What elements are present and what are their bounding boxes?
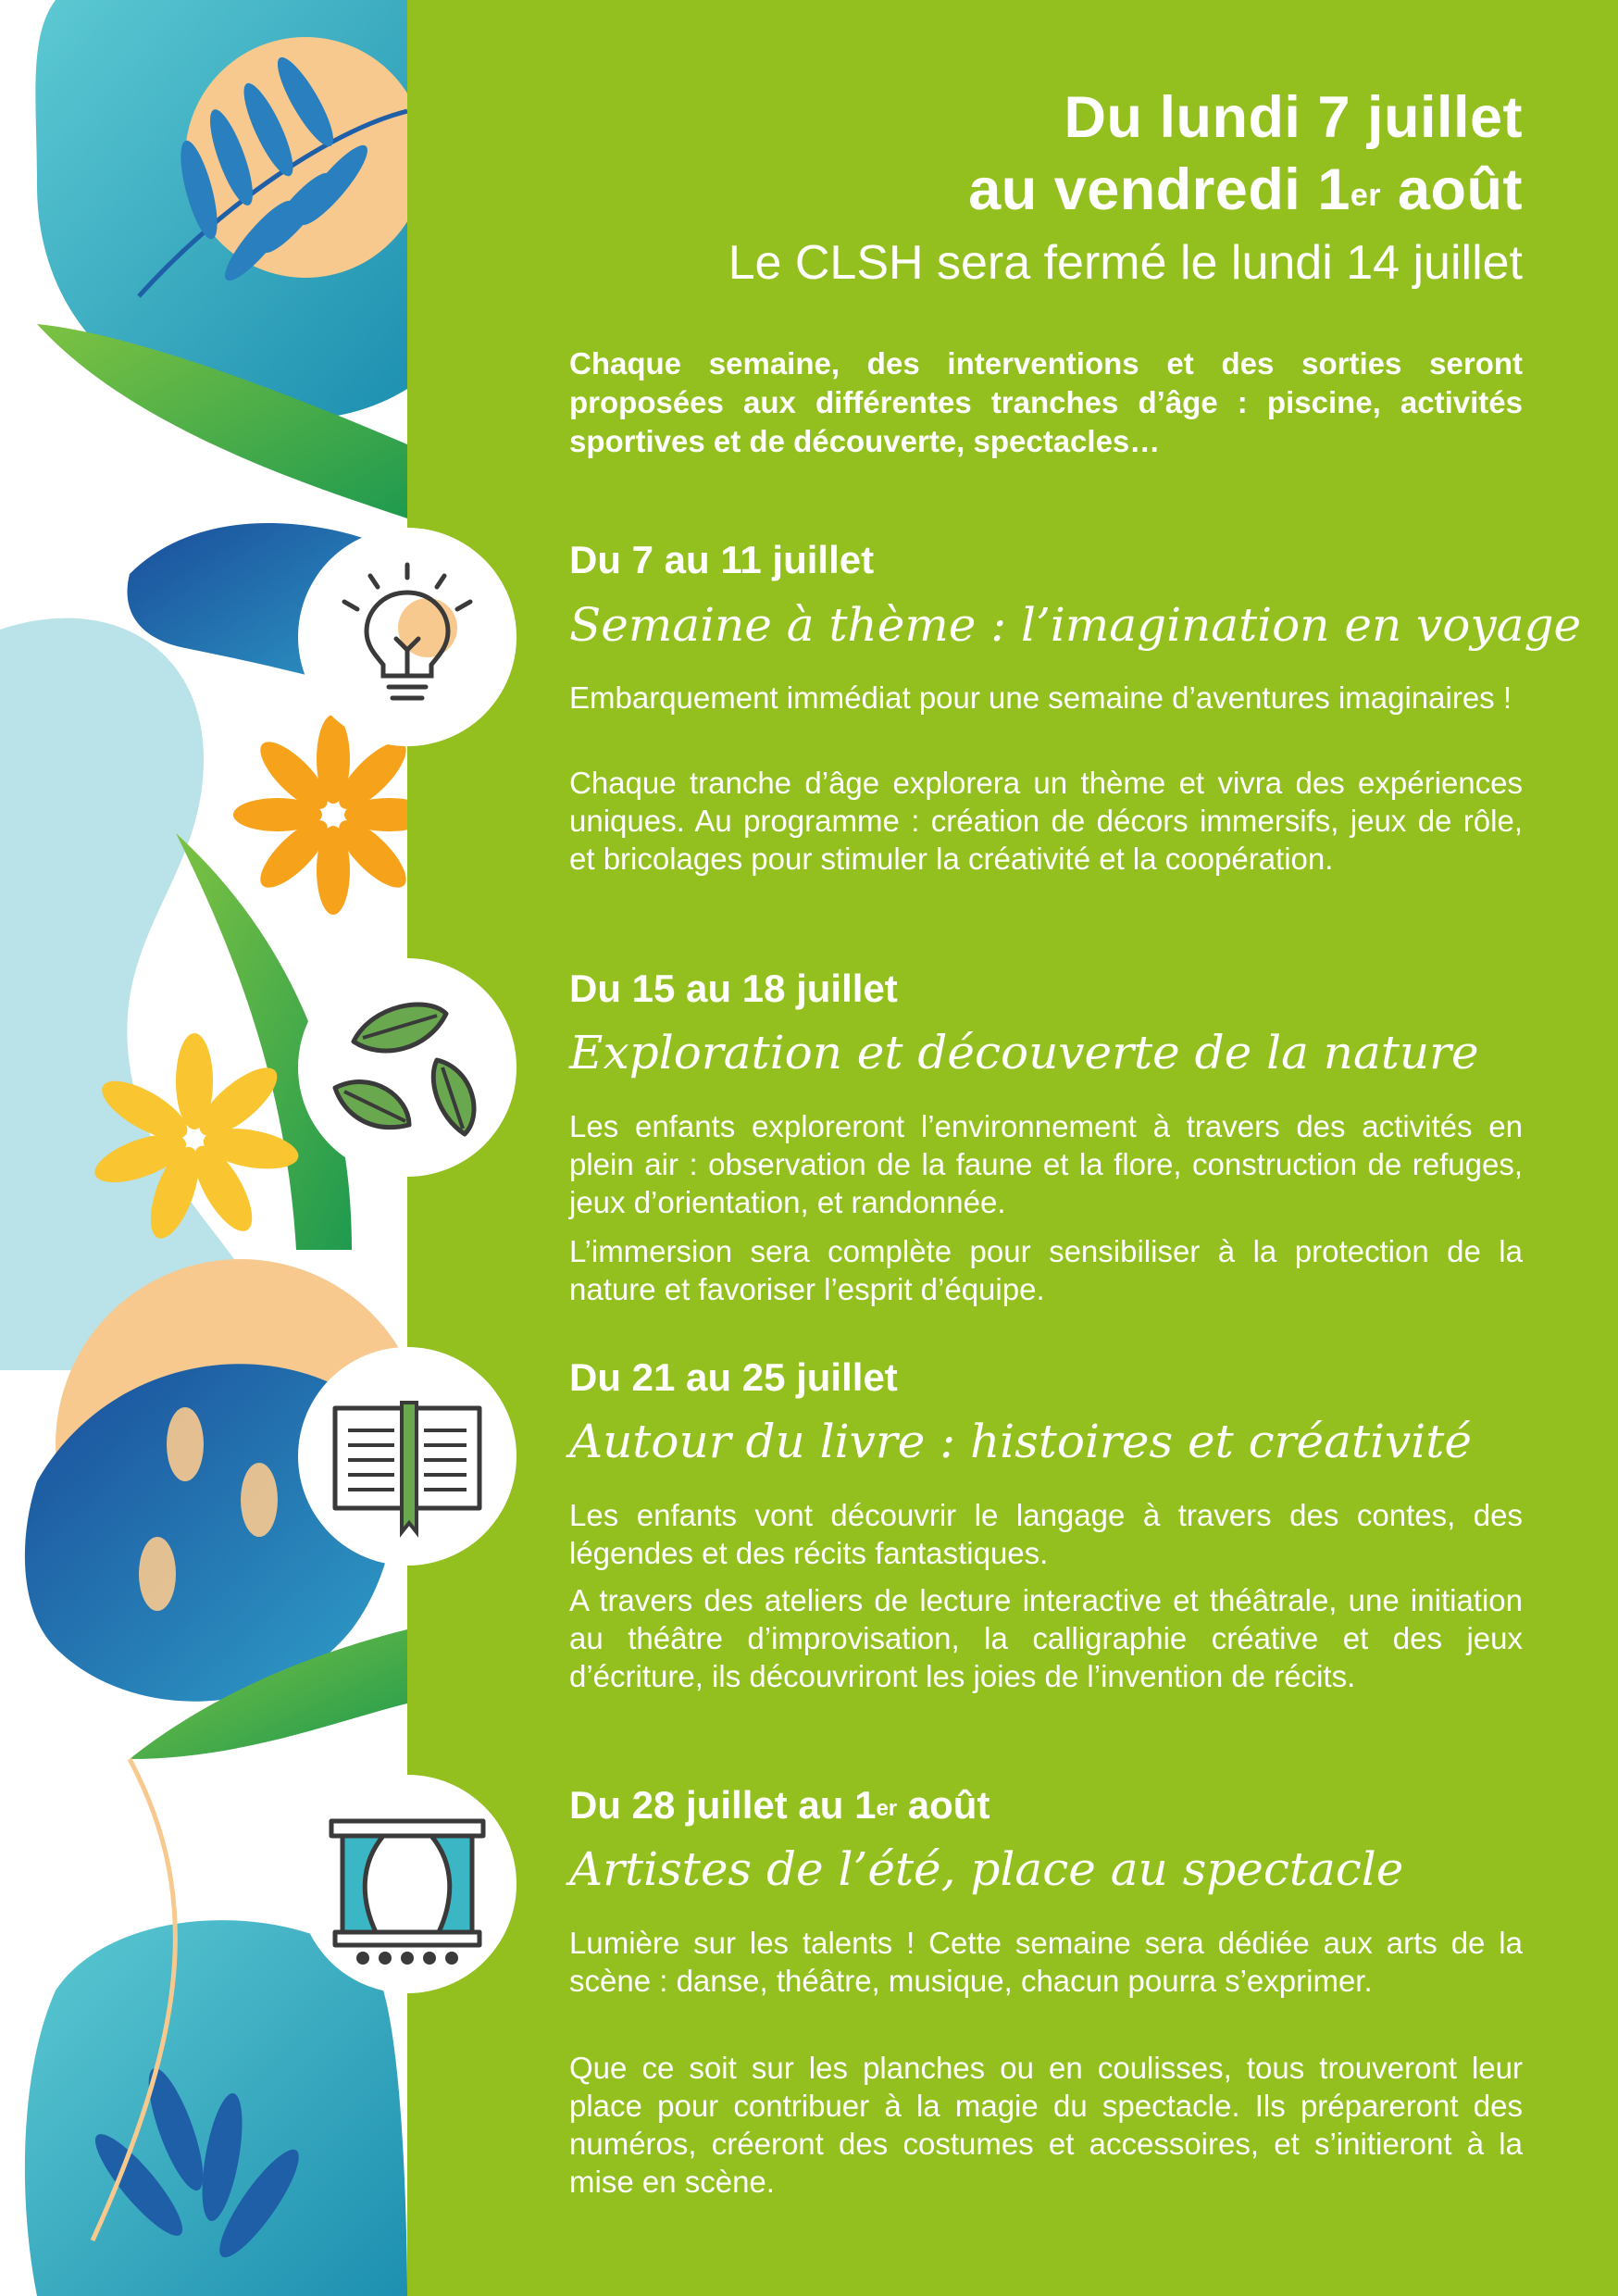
lightbulb-icon (298, 528, 517, 746)
week-1-paragraph-1: Embarquement immédiat pour une semaine d’aventures imaginaires ! (569, 680, 1512, 715)
week-1-icon-circle (298, 528, 517, 746)
week-4-icon-circle (298, 1775, 517, 1993)
week-1-theme: Semaine à thème : l’imagination en voyage (569, 598, 1582, 652)
week-4-date-month: août (897, 1783, 990, 1827)
closure-notice: Le CLSH sera fermé le lundi 14 juillet (728, 236, 1523, 290)
title-line-2 (569, 154, 1523, 226)
title-line-2-text: au vendredi 1 (968, 157, 1350, 222)
leaves-icon (298, 958, 517, 1177)
page-title (569, 81, 1523, 226)
week-4-date (569, 1782, 989, 1828)
week-2-icon-circle (298, 958, 517, 1177)
week-1-paragraph-2: Chaque tranche d’âge explorera un thème et vivra des expériences uniques. Au programme : création de décors immersifs, jeux de rôle, et bricolages pour stimuler la créativité et la coopération. (569, 766, 1523, 876)
title-line-2-superscript: er (1350, 178, 1381, 213)
title-line-2-month: août (1381, 157, 1523, 222)
week-2-paragraph-2: L’immersion sera complète pour sensibiliser à la protection de la nature et favoriser l’esprit d’équipe. (569, 1234, 1523, 1306)
week-3-theme: Autour du livre : histoires et créativité (569, 1415, 1472, 1468)
week-3-paragraph-1: Les enfants vont découvrir le langage à travers des contes, des légendes et des récits fantastiques. (569, 1498, 1523, 1570)
week-2-theme: Exploration et découverte de la nature (569, 1026, 1479, 1079)
open-book-icon (298, 1347, 517, 1566)
intro-text: Chaque semaine, des interventions et des sorties seront proposées aux différentes tranches d’âge : piscine, activités sportives et de découverte, spectacles… (569, 346, 1523, 458)
week-4-date-superscript: er (876, 1796, 898, 1821)
week-4-theme: Artistes de l’été, place au spectacle (569, 1842, 1404, 1896)
title-line-1: Du lundi 7 juillet (1064, 85, 1523, 150)
week-3-paragraph-2: A travers des ateliers de lecture interactive et théâtrale, une initiation au théâtre d’improvisation, la calligraphie créative et des jeux d’écriture, ils découvriront les joies de l’invention de récits. (569, 1583, 1523, 1693)
week-2-date: Du 15 au 18 juillet (569, 967, 898, 1010)
week-3-date: Du 21 au 25 juillet (569, 1355, 898, 1399)
week-2-paragraph-1: Les enfants exploreront l’environnement à travers des activités en plein air : observation de la faune et la flore, construction de refuges, jeux d’orientation, et randonnée. (569, 1109, 1523, 1219)
week-3-icon-circle (298, 1347, 517, 1566)
week-4-date-text: Du 28 juillet au 1 (569, 1783, 877, 1827)
week-4-paragraph-1: Lumière sur les talents ! Cette semaine sera dédiée aux arts de la scène : danse, théâtre, musique, chacun pourra s’exprimer. (569, 1926, 1523, 1998)
week-1-date: Du 7 au 11 juillet (569, 538, 875, 581)
week-4-paragraph-2: Que ce soit sur les planches ou en coulisses, tous trouveront leur place pour contribuer à la magie du spectacle. Ils prépareront des numéros, créeront des costumes et accessoires, et s’initieront à la mise en scène. (569, 2051, 1523, 2199)
theater-stage-icon (298, 1775, 517, 1993)
